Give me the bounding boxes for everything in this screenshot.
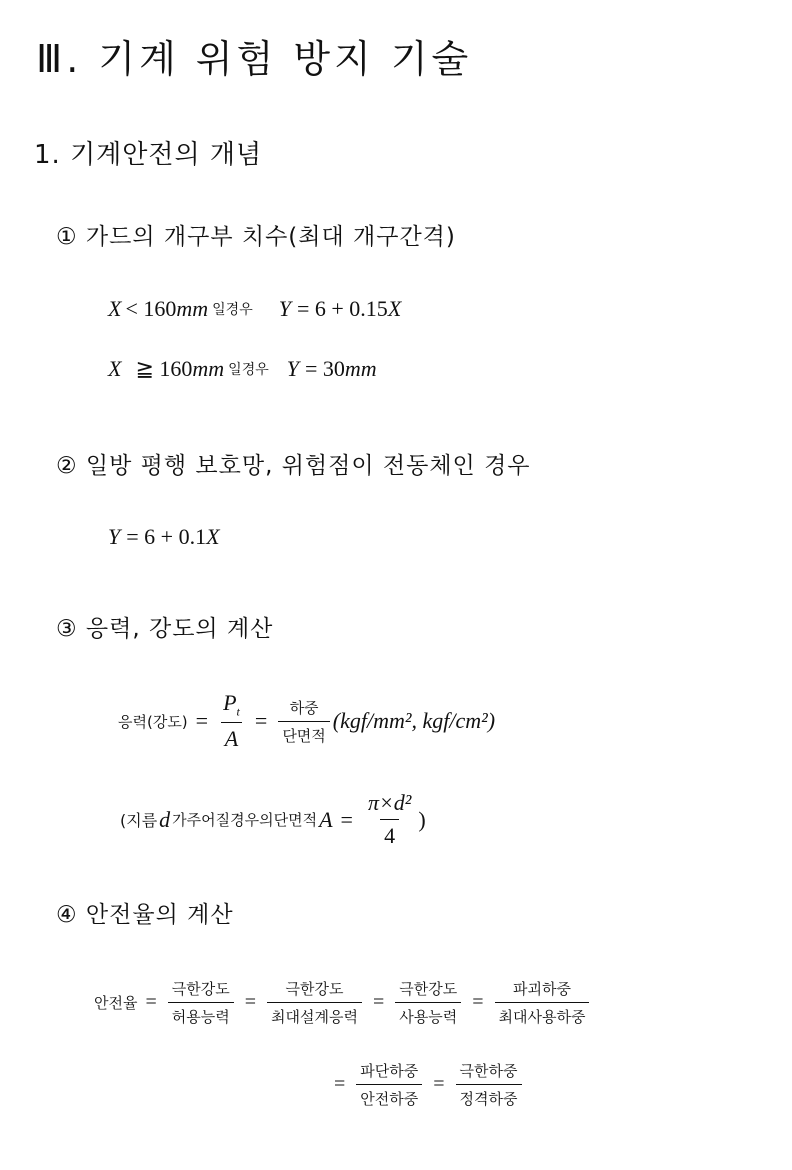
unit: mm [192,356,225,381]
mesh-formula [108,524,220,550]
stress-fraction-2: $\frac{\text{하중}}{\text{단면적}}$ [278,697,329,746]
when-text: 일경우 [228,362,269,378]
rhs: = 6 + 0.1 [126,524,207,549]
condition: < 160 [125,296,177,321]
stress-label: 응력(강도) [118,712,188,731]
item-1-label: ① 가드의 개구부 치수(최대 개구간격) [56,224,456,250]
stress-formula: 응력(강도) = $\frac{P_t}{A}$ = $\frac{\text{하중}}{\text{단면적}}$ (kgf/mm², kgf/cm²) [118,690,496,752]
stress-units: (kgf/mm², kgf/cm²) [332,708,496,734]
lhs: Y [278,296,291,321]
item-2-label: ② 일방 평행 보호망, 위험점이 전동체인 경우 [56,453,531,479]
unit: mm [176,296,209,321]
safety-formula-line-1: 안전율 = $\frac{\text{극한강도}}{\text{허용능력}}$ = $\frac{\text{극한강도}}{\text{최대설계응력}}$ = $\frac{\text{극한강도}}{\text{사용능력}}$ = $\frac{\text{파괴하중}}{\text{최대사용하중}}$ [94,978,592,1027]
area-fraction: $\frac{\text{π×d²}}{4}$ [367,790,412,848]
safety-fraction-5: $\frac{\text{파단하중}}{\text{안전하중}}$ [356,1060,422,1109]
safety-fraction-1: $\frac{\text{극한강도}}{\text{허용능력}}$ [168,978,234,1027]
section-title: Ⅲ. 기계 위험 방지 기술 [36,37,473,81]
safety-fraction-4: $\frac{\text{파괴하중}}{\text{최대사용하중}}$ [495,978,590,1027]
var-x-tail: X [387,296,402,321]
rhs: = 6 + 0.15 [296,296,388,321]
safety-label: 안전율 [94,994,138,1012]
lhs: Y [286,356,299,381]
stress-fraction-1: $\frac{P_t}{A}$ [219,690,244,752]
rhs-unit: mm [344,356,377,381]
area-note: (지름 d 가주어질경우의단면적 A = $\frac{\text{π×d²}}{4}$ ) [120,790,426,848]
subsection-title: 1. 기계안전의 개념 [34,140,263,170]
guard-formula-2 [108,356,377,382]
item-4-label: ④ 안전율의 계산 [56,902,234,928]
safety-formula-line-2: = $\frac{\text{파단하중}}{\text{안전하중}}$ = $\frac{\text{극한하중}}{\text{정격하중}}$ [326,1060,525,1109]
guard-formula-1 [108,296,401,322]
safety-fraction-3: $\frac{\text{극한강도}}{\text{사용능력}}$ [395,978,461,1027]
var-x: X [108,356,122,381]
rhs: = 30 [305,356,345,381]
condition: ≧ 160 [135,356,193,381]
item-3-label: ③ 응력, 강도의 계산 [56,616,274,642]
safety-fraction-6: $\frac{\text{극한하중}}{\text{정격하중}}$ [456,1060,522,1109]
var-x: X [206,524,220,549]
lhs: Y [108,524,121,549]
when-text: 일경우 [212,302,253,318]
safety-fraction-2: $\frac{\text{극한강도}}{\text{최대설계응력}}$ [267,978,362,1027]
var-x: X [108,296,122,321]
